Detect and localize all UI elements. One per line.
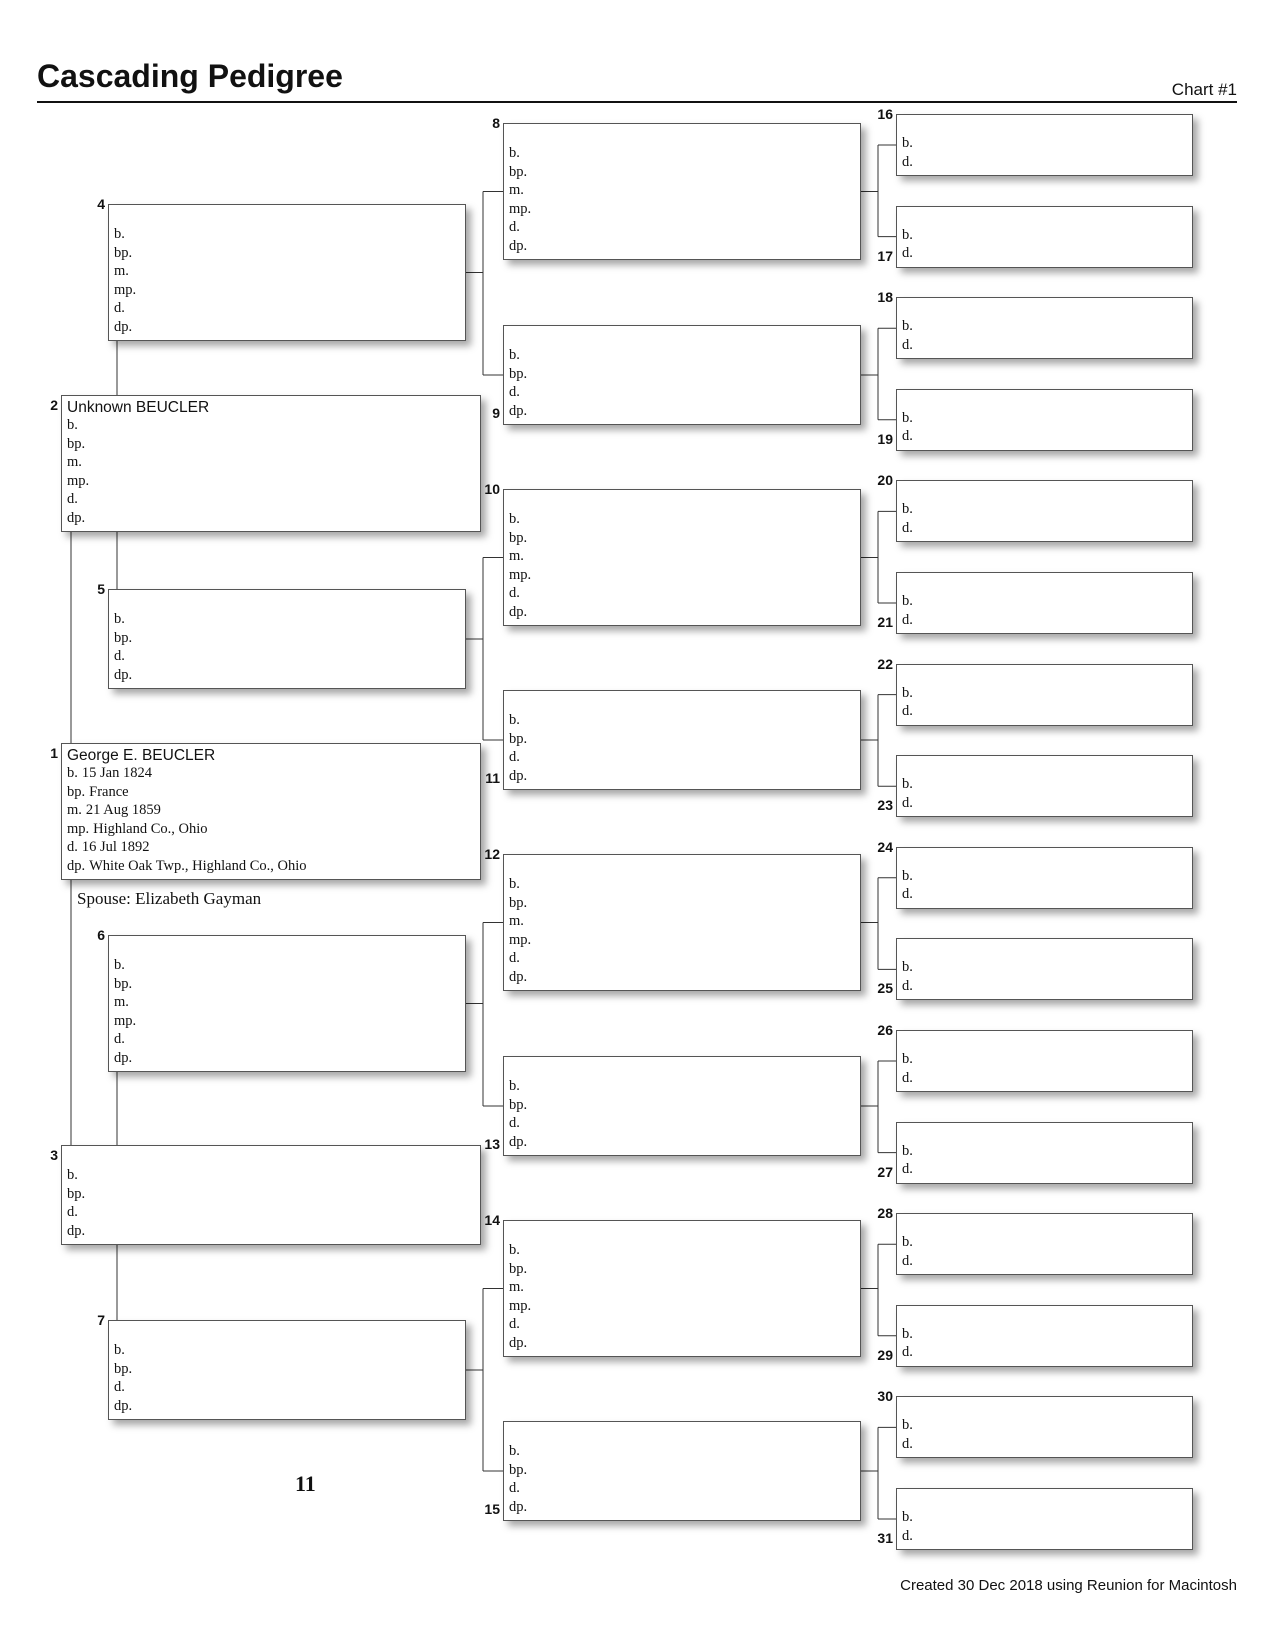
person-field (509, 237, 535, 256)
field-label: d. (67, 491, 78, 507)
person-field (902, 1233, 917, 1252)
person-field (509, 1442, 531, 1461)
field-label: bp. (114, 244, 133, 261)
field-label: b. (902, 1234, 913, 1251)
field-label: mp. (67, 820, 90, 837)
person-box-23 (896, 755, 1193, 817)
person-number: 28 (877, 1205, 893, 1222)
person-field (509, 402, 531, 421)
person-field (509, 931, 535, 950)
field-label: b. (67, 765, 78, 781)
page-number: 11 (295, 1471, 316, 1496)
field-label: b. (902, 501, 913, 518)
field-label: b. (902, 1325, 913, 1342)
person-field (902, 519, 917, 538)
page-title: Cascading Pedigree (37, 58, 343, 94)
person-field (902, 867, 917, 886)
person-field (114, 956, 140, 975)
person-number: 24 (877, 838, 893, 855)
field-value: 16 Jul 1892 (81, 839, 150, 855)
field-label: d. (902, 794, 913, 811)
person-number: 5 (97, 581, 105, 597)
person-field (509, 1114, 531, 1133)
person-field (509, 1315, 535, 1334)
person-number: 6 (97, 927, 105, 943)
person-field (902, 1325, 917, 1344)
person-field (902, 1252, 917, 1271)
person-box-3 (61, 1145, 481, 1245)
person-box-15 (503, 1421, 861, 1521)
person-number: 12 (484, 846, 500, 862)
person-field (509, 163, 535, 182)
field-label: b. (902, 1509, 913, 1525)
field-label: d. (902, 1252, 913, 1269)
field-label: dp. (509, 402, 528, 419)
field-label: d. (67, 839, 78, 855)
field-label: dp. (509, 603, 528, 620)
person-box-8 (503, 123, 861, 260)
person-number: 10 (484, 481, 500, 497)
person-field (902, 885, 917, 904)
person-field (67, 1166, 89, 1185)
person-field (509, 200, 535, 219)
field-label: dp. (509, 237, 528, 254)
person-field (67, 820, 307, 839)
spouse-note: Spouse: Elizabeth Gayman (77, 889, 262, 908)
field-value: White Oak Twp., Highland Co., Ohio (89, 857, 307, 874)
field-label: b. (509, 1443, 520, 1459)
person-number: 17 (877, 247, 893, 264)
person-field (902, 1508, 917, 1527)
person-field (902, 153, 917, 172)
person-field (114, 666, 136, 685)
field-label: bp. (114, 1360, 133, 1377)
field-label: d. (902, 1435, 913, 1452)
person-box-29 (896, 1305, 1193, 1367)
field-label: bp. (509, 730, 528, 747)
field-label: d. (114, 300, 125, 316)
field-label: mp. (509, 566, 532, 583)
field-label: d. (902, 153, 913, 170)
field-label: b. (509, 876, 520, 892)
person-number: 25 (877, 980, 893, 997)
field-label: b. (902, 318, 913, 335)
field-label: mp. (114, 1012, 137, 1029)
person-field (902, 134, 917, 153)
person-box-30 (896, 1396, 1193, 1458)
person-field (509, 912, 535, 931)
person-number: 30 (877, 1388, 893, 1405)
person-field (67, 1185, 89, 1204)
person-field (67, 416, 93, 435)
person-field (114, 225, 140, 244)
person-number: 18 (877, 289, 893, 306)
person-number: 29 (877, 1346, 893, 1363)
person-field (902, 977, 917, 996)
field-label: d. (902, 1344, 913, 1361)
person-box-9 (503, 325, 861, 425)
person-number: 26 (877, 1022, 893, 1038)
person-number: 9 (492, 405, 500, 421)
field-label: dp. (509, 1334, 528, 1351)
person-field (114, 993, 140, 1012)
person-field (902, 409, 917, 428)
person-field (902, 1416, 917, 1435)
person-field (509, 1461, 531, 1480)
person-field (509, 181, 535, 200)
field-label: m. (509, 913, 524, 929)
field-label: mp. (114, 281, 137, 298)
field-label: bp. (67, 1185, 86, 1202)
person-box-16 (896, 114, 1193, 176)
person-field (509, 949, 535, 968)
field-label: dp. (67, 509, 86, 526)
person-box-31 (896, 1488, 1193, 1550)
field-label: bp. (114, 629, 133, 646)
person-field (902, 592, 917, 611)
field-label: bp. (67, 435, 86, 452)
field-label: d. (902, 611, 913, 628)
person-field (902, 336, 917, 355)
person-box-12 (503, 854, 861, 991)
person-field (509, 566, 535, 585)
person-field (902, 1160, 917, 1179)
person-field (67, 857, 307, 876)
field-label: d. (902, 245, 913, 262)
person-number: 16 (877, 106, 893, 122)
person-field (67, 783, 307, 802)
field-label: bp. (509, 365, 528, 382)
person-field (509, 894, 535, 913)
person-field (902, 702, 917, 721)
field-label: b. (509, 511, 520, 527)
field-label: b. (902, 867, 913, 884)
person-field (67, 472, 93, 491)
field-label: bp. (509, 1260, 528, 1277)
person-field (902, 611, 917, 630)
field-label: d. (509, 585, 520, 601)
field-label: b. (509, 145, 520, 161)
person-field (509, 730, 531, 749)
field-label: m. (509, 182, 524, 198)
person-box-5 (108, 589, 466, 689)
person-field (509, 218, 535, 237)
person-field (509, 767, 531, 786)
person-field (114, 629, 136, 648)
field-label: bp. (509, 894, 528, 911)
person-number: 27 (877, 1163, 893, 1180)
field-label: dp. (114, 666, 133, 683)
field-label: b. (902, 959, 913, 976)
person-box-19 (896, 389, 1193, 451)
field-label: dp. (67, 1222, 86, 1239)
field-label: d. (509, 950, 520, 966)
person-field (114, 244, 140, 263)
field-label: dp. (114, 318, 133, 335)
person-field (114, 262, 140, 281)
field-label: d. (509, 749, 520, 765)
person-box-4 (108, 204, 466, 341)
person-box-13 (503, 1056, 861, 1156)
field-label: m. (509, 548, 524, 564)
person-box-17 (896, 206, 1193, 268)
field-label: d. (509, 1316, 520, 1332)
field-label: b. (902, 684, 913, 701)
field-label: d. (114, 648, 125, 664)
person-field (902, 1435, 917, 1454)
person-field (67, 764, 307, 783)
person-box-10 (503, 489, 861, 626)
person-field (67, 509, 93, 528)
field-label: d. (902, 336, 913, 353)
person-field (67, 490, 93, 509)
person-field (67, 1203, 89, 1222)
field-label: b. (509, 1242, 520, 1258)
field-label: bp. (509, 1096, 528, 1113)
person-field (509, 383, 531, 402)
field-label: d. (902, 886, 913, 903)
person-field (67, 838, 307, 857)
person-field (114, 1049, 140, 1068)
person-field (509, 748, 531, 767)
field-label: b. (902, 1142, 913, 1159)
field-label: d. (114, 1031, 125, 1047)
field-label: b. (902, 776, 913, 793)
person-field (114, 1012, 140, 1031)
person-field (509, 529, 535, 548)
person-box-22 (896, 664, 1193, 726)
field-label: b. (114, 957, 125, 973)
person-field (114, 1397, 136, 1416)
person-box-6 (108, 935, 466, 1072)
footer-note: Created 30 Dec 2018 using Reunion for Macintosh (900, 1577, 1237, 1594)
person-field (509, 1278, 535, 1297)
field-label: d. (902, 1161, 913, 1178)
person-field (114, 299, 140, 318)
person-field (509, 547, 535, 566)
person-field (902, 1527, 917, 1546)
person-number: 20 (877, 472, 893, 489)
person-field (902, 244, 917, 263)
field-label: m. (114, 994, 129, 1010)
field-label: d. (902, 1527, 913, 1544)
field-value: France (89, 783, 129, 800)
field-label: b. (114, 1342, 125, 1358)
field-label: mp. (509, 1297, 532, 1314)
person-field (509, 1260, 535, 1279)
field-label: b. (114, 611, 125, 627)
field-label: bp. (509, 1461, 528, 1478)
person-field (509, 711, 531, 730)
person-name: George E. BEUCLER (67, 747, 216, 764)
person-field (509, 968, 535, 987)
person-field (509, 1334, 535, 1353)
field-label: b. (509, 1078, 520, 1094)
person-number: 19 (877, 430, 893, 447)
field-label: bp. (509, 529, 528, 546)
person-field (114, 1378, 136, 1397)
person-field (902, 1069, 917, 1088)
field-label: m. (114, 263, 129, 279)
person-number: 14 (484, 1212, 500, 1228)
field-label: mp. (509, 931, 532, 948)
person-box-1 (61, 743, 481, 880)
field-label: d. (509, 1480, 520, 1496)
field-label: m. (67, 454, 82, 470)
field-label: bp. (114, 975, 133, 992)
person-field (114, 975, 140, 994)
field-label: d. (509, 219, 520, 235)
person-field (902, 317, 917, 336)
field-label: d. (902, 977, 913, 994)
person-box-28 (896, 1213, 1193, 1275)
field-label: b. (902, 226, 913, 243)
field-label: d. (902, 703, 913, 720)
person-field (509, 144, 535, 163)
person-box-24 (896, 847, 1193, 909)
field-label: bp. (509, 163, 528, 180)
person-number: 23 (877, 797, 893, 814)
person-number: 3 (50, 1147, 58, 1163)
person-field (902, 427, 917, 446)
person-field (114, 318, 140, 337)
person-box-7 (108, 1320, 466, 1420)
person-number: 22 (877, 655, 893, 672)
field-label: b. (902, 409, 913, 426)
person-field (509, 510, 535, 529)
field-label: dp. (114, 1049, 133, 1066)
person-field (114, 1360, 136, 1379)
field-label: d. (67, 1204, 78, 1220)
person-box-25 (896, 938, 1193, 1000)
field-label: d. (902, 519, 913, 536)
person-field (114, 1030, 140, 1049)
person-field (902, 1050, 917, 1069)
person-box-27 (896, 1122, 1193, 1184)
person-field (509, 1077, 531, 1096)
person-field (509, 1241, 535, 1260)
field-label: bp. (67, 783, 86, 800)
person-field (902, 500, 917, 519)
field-label: b. (509, 347, 520, 363)
field-value: 21 Aug 1859 (85, 802, 161, 818)
chart-number: Chart #1 (1171, 80, 1237, 99)
field-label: m. (67, 802, 82, 818)
person-box-11 (503, 690, 861, 790)
person-field (509, 1096, 531, 1115)
field-label: mp. (67, 472, 90, 489)
person-field (902, 775, 917, 794)
person-number: 11 (485, 770, 500, 786)
field-label: d. (509, 384, 520, 400)
person-number: 8 (492, 115, 500, 131)
person-field (509, 1297, 535, 1316)
person-field (509, 875, 535, 894)
person-box-20 (896, 480, 1193, 542)
person-field (67, 1222, 89, 1241)
person-number: 2 (50, 397, 58, 413)
field-label: dp. (509, 968, 528, 985)
person-number: 15 (484, 1501, 500, 1517)
person-number: 4 (97, 196, 105, 212)
person-field (902, 226, 917, 245)
person-field (114, 281, 140, 300)
field-label: b. (902, 1051, 913, 1067)
field-label: d. (902, 1069, 913, 1086)
person-box-26 (896, 1030, 1193, 1092)
field-label: dp. (114, 1397, 133, 1414)
person-field (902, 1343, 917, 1362)
person-box-21 (896, 572, 1193, 634)
field-label: d. (509, 1115, 520, 1131)
person-number: 1 (50, 745, 58, 761)
person-field (509, 1498, 531, 1517)
field-label: b. (114, 226, 125, 242)
person-field (67, 801, 307, 820)
person-field (509, 365, 531, 384)
person-field (114, 1341, 136, 1360)
field-label: d. (114, 1379, 125, 1395)
person-box-14 (503, 1220, 861, 1357)
field-value: Highland Co., Ohio (93, 820, 208, 837)
person-number: 13 (484, 1136, 500, 1152)
field-label: dp. (509, 1133, 528, 1150)
field-label: dp. (509, 1498, 528, 1515)
field-label: dp. (509, 767, 528, 784)
person-field (509, 584, 535, 603)
person-field (67, 453, 93, 472)
person-field (902, 794, 917, 813)
field-label: m. (509, 1279, 524, 1295)
field-label: mp. (509, 200, 532, 217)
field-label: b. (902, 593, 913, 609)
person-box-18 (896, 297, 1193, 359)
person-field (509, 1479, 531, 1498)
person-field (67, 435, 93, 454)
person-field (114, 610, 136, 629)
person-field (509, 346, 531, 365)
field-label: b. (67, 1167, 78, 1183)
field-label: dp. (67, 857, 86, 874)
field-label: b. (902, 135, 913, 151)
person-field (902, 958, 917, 977)
person-box-2 (61, 395, 481, 532)
person-number: 31 (877, 1530, 893, 1546)
field-label: d. (902, 428, 913, 445)
person-field (114, 647, 136, 666)
person-field (902, 684, 917, 703)
person-field (509, 603, 535, 622)
person-number: 7 (97, 1312, 105, 1328)
field-label: b. (902, 1417, 913, 1434)
field-label: b. (509, 712, 520, 728)
person-field (902, 1142, 917, 1161)
field-label: b. (67, 417, 78, 433)
field-value: 15 Jan 1824 (81, 765, 152, 781)
person-name: Unknown BEUCLER (67, 399, 210, 416)
person-number: 21 (877, 614, 893, 630)
person-field (509, 1133, 531, 1152)
